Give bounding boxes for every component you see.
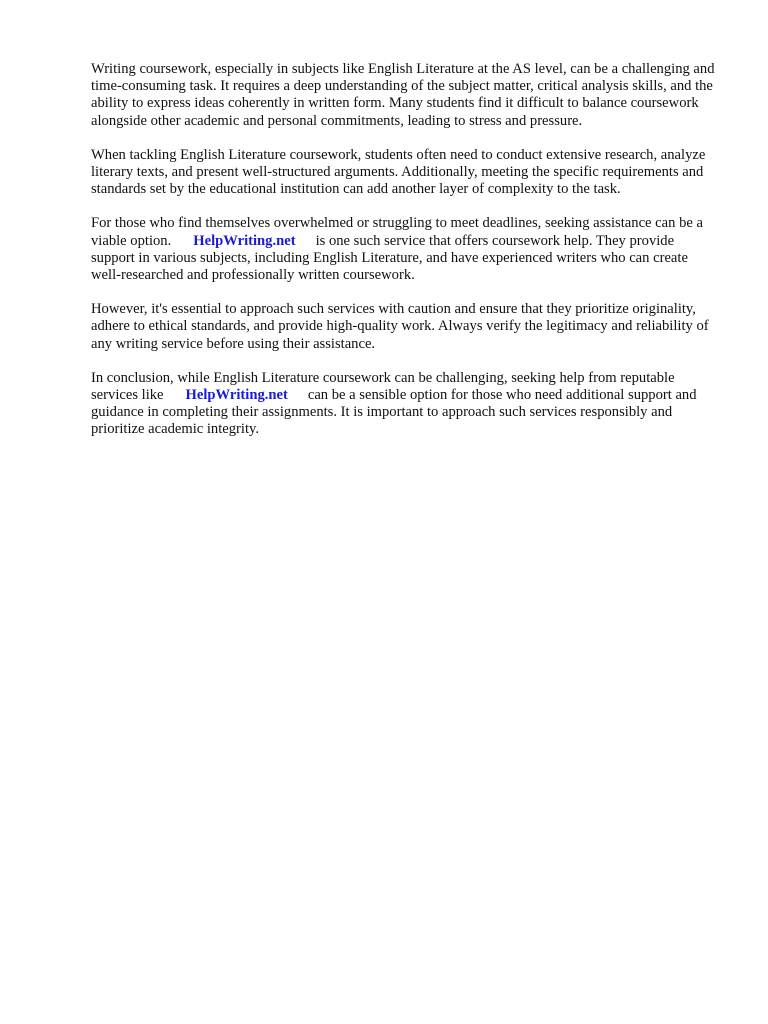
paragraph-conclusion-before: In conclusion, while English Literature coursework can be challenging, seeking help from reputable services like (91, 369, 675, 404)
paragraph-intro: Writing coursework, especially in subjects like English Literature at the AS level, can be a challenging and time-consuming task. It requires a deep understanding of the subject matter, critical analysis skills, and the ability to express ideas coherently in written form. Many students find it difficult to balance coursework alongside other academic and personal commitments, leading to stress and pressure. (91, 61, 715, 129)
paragraph-conclusion-after: can be a sensible option for those who need additional support and guidance in completing their assignments. It is important to approach such services responsibly and prioritize academic integrity. (91, 387, 697, 438)
paragraph-challenges: When tackling English Literature coursework, students often need to conduct extensive research, analyze literary texts, and present well-structured arguments. Additionally, meeting the specific requirements and standards set by the educational institution can add another layer of complexity to the task. (91, 146, 706, 198)
helpwriting-link[interactable]: HelpWriting.net (193, 232, 296, 249)
paragraph-conclusion (91, 370, 717, 439)
document-body (91, 61, 717, 456)
paragraph-assistance-after: is one such service that offers coursework help. They provide support in various subjects, including English Literature, and have experienced writers who can create well-researched and professionally written coursework. (91, 232, 688, 284)
paragraph-assistance-before: For those who find themselves overwhelmed or struggling to meet deadlines, seeking assistance can be a viable option. (91, 215, 703, 249)
helpwriting-link-conclusion[interactable]: HelpWriting.net (185, 387, 288, 404)
paragraph-caution: However, it's essential to approach such services with caution and ensure that they prioritize originality, adhere to ethical standards, and provide high-quality work. Always verify the legitimacy and reliability of any writing service before using their assistance. (91, 301, 709, 352)
paragraph-assistance (91, 215, 717, 284)
